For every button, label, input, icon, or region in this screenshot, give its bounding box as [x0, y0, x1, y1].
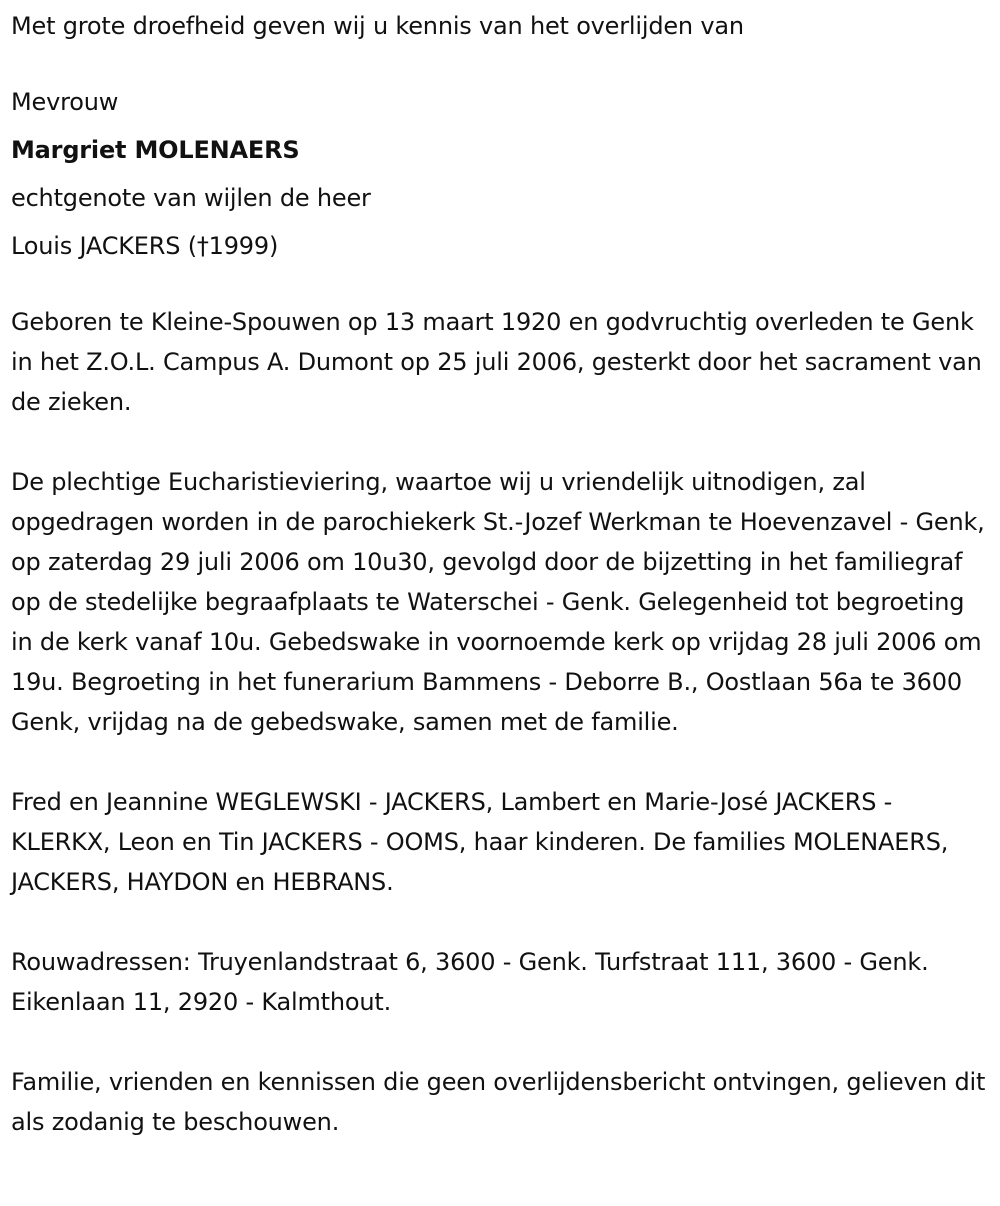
- ceremony-paragraph: De plechtige Eucharistieviering, waartoe wij u vriendelijk uitnodigen, zal opgedragen worden in de parochiekerk St.-Jozef Werkman te Hoevenzavel - Genk, op zaterdag 29 juli 2006 om 10u30, gevolgd door de bijzetting in het familiegraf op de stedelijke begraafplaats te Waterschei - Genk. Gelegenheid tot begroeting in de kerk vanaf 10u. Gebedswake in voornoemde kerk op vrijdag 28 juli 2006 om 19u. Begroeting in het funerarium Bammens - Deborre B., Oostlaan 56a te 3600 Genk, vrijdag na de gebedswake, samen met de familie.: [11, 468, 985, 736]
- addresses-paragraph: Rouwadressen: Truyenlandstraat 6, 3600 - Genk. Turfstraat 111, 3600 - Genk. Eikenlaan 11, 2920 - Kalmthout.: [11, 948, 929, 1016]
- family-paragraph: Fred en Jeannine WEGLEWSKI - JACKERS, Lambert en Marie-José JACKERS - KLERKX, Leon en Tin JACKERS - OOMS, haar kinderen. De families MOLENAERS, JACKERS, HAYDON en HEBRANS.: [11, 788, 949, 896]
- spacer: [11, 270, 986, 302]
- spacer: [11, 422, 986, 462]
- spacer: [11, 1022, 986, 1062]
- intro-text: Met grote droefheid geven wij u kennis van het overlijden van: [11, 12, 744, 40]
- birth-death-paragraph: Geboren te Kleine-Spouwen op 13 maart 1920 en godvruchtig overleden te Genk in het Z.O.L. Campus A. Dumont op 25 juli 2006, gesterkt door het sacrament van de zieken.: [11, 308, 982, 416]
- spacer: [11, 742, 986, 782]
- spacer: [11, 902, 986, 942]
- relation-text: echtgenote van wijlen de heer: [11, 184, 371, 212]
- closing-paragraph: Familie, vrienden en kennissen die geen overlijdensbericht ontvingen, gelieven dit als zodanig te beschouwen.: [11, 1068, 986, 1136]
- spacer: [11, 46, 986, 78]
- spouse-name: Louis JACKERS (†1999): [11, 232, 279, 260]
- honorific-title: Mevrouw: [11, 88, 119, 116]
- deceased-name: Margriet MOLENAERS: [11, 136, 300, 164]
